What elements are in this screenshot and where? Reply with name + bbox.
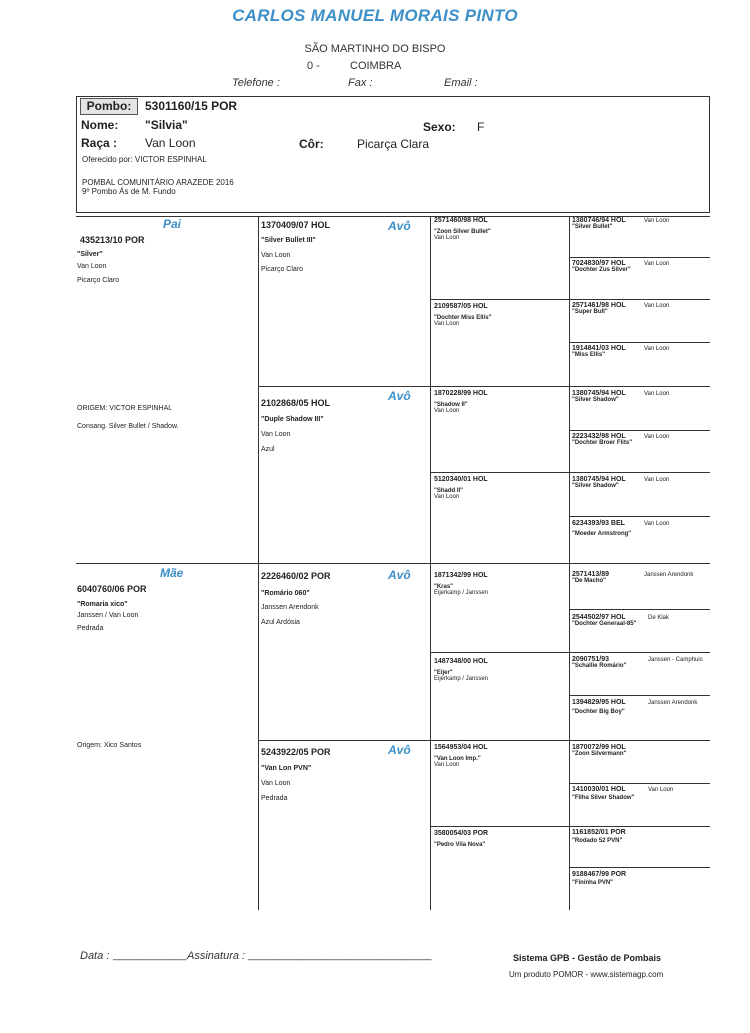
gp2-color: Azul <box>261 446 275 453</box>
mae-label: Mãe <box>160 566 184 580</box>
gggp-breed: Janssen - Camphuis <box>648 657 703 663</box>
cor-label: Côr: <box>299 137 324 151</box>
gggp-name: "Dochter Generaal-85" <box>572 621 637 627</box>
pai-consang: Consang. Silver Bullet / Shadow. <box>77 423 179 430</box>
gggp-ring: 1380745/94 HOL <box>572 476 626 483</box>
gp3-ring: 2226460/02 POR <box>261 571 331 581</box>
offered-by: Oferecido por: VICTOR ESPINHAL <box>82 155 207 164</box>
data-signature-line[interactable]: ____________ <box>113 949 187 961</box>
owner-name: CARLOS MANUEL MORAIS PINTO <box>232 6 518 25</box>
gggp-ring: 1914841/03 HOL <box>572 345 626 352</box>
gggp-name: "Moeder Armstrong" <box>572 531 632 537</box>
grid-line <box>569 609 710 610</box>
ggp-breed: Eijerkamp / Janssen <box>434 590 489 596</box>
assinatura-signature-line[interactable]: ______________________________ <box>248 949 432 961</box>
ggp-name: "Van Loon Imp." <box>434 756 481 762</box>
ggp-breed: Van Loon <box>434 762 460 768</box>
gggp-cell <box>572 520 708 537</box>
gp2-ring: 2102868/05 HOL <box>261 398 331 408</box>
gggp-cell <box>572 829 708 844</box>
gp1-breed: Van Loon <box>261 252 291 259</box>
fax-label: Fax : <box>348 77 373 89</box>
gggp-cell <box>572 744 708 757</box>
avo-label: Avô <box>388 743 411 757</box>
mae-name: "Romaria xico" <box>77 601 128 608</box>
ggp-breed: Van Loon <box>434 494 460 500</box>
grid-line <box>258 216 259 910</box>
grid-line <box>569 257 710 258</box>
mae-ring: 6040760/06 POR <box>77 584 147 594</box>
gggp-breed: Van Loon <box>644 218 670 224</box>
grid-line <box>76 563 710 564</box>
grid-line <box>569 695 710 696</box>
ggp-name: "Pedro Vila Nova" <box>434 842 486 848</box>
gggp-breed: Van Loon <box>644 521 670 527</box>
gggp-cell <box>572 699 708 715</box>
grid-line <box>569 783 710 784</box>
gggp-name: "Miss Ellis" <box>572 352 606 358</box>
ggp-ring: 5120340/01 HOL <box>434 476 488 483</box>
gggp-cell <box>572 786 708 801</box>
gggp-cell <box>572 656 708 669</box>
gggp-ring: 1380745/94 HOL <box>572 390 626 397</box>
gggp-name: "Silver Shadow" <box>572 397 619 403</box>
gp4-breed: Van Loon <box>261 780 291 787</box>
bird-name: "Silvia" <box>145 118 188 132</box>
gggp-name: "Zoon Silvermann" <box>572 751 627 757</box>
gggp-cell <box>572 390 708 403</box>
gggp-breed: Van Loon <box>644 261 670 267</box>
gggp-cell <box>572 871 708 886</box>
gggp-breed: Janssen Arendonk <box>644 572 694 578</box>
ggp-name: "Eijer" <box>434 670 453 676</box>
gp1-name: "Silver Bullet III" <box>261 237 316 244</box>
ggp-name: "Shadow II" <box>434 402 468 408</box>
ggp-ring: 2109587/05 HOL <box>434 303 488 310</box>
mae-breed: Janssen / Van Loon <box>77 612 139 619</box>
ggp-ring: 2571460/98 HOL <box>434 217 488 224</box>
pai-name: "Silver" <box>77 251 103 258</box>
raca-label: Raça : <box>81 136 118 150</box>
pai-breed: Van Loon <box>77 263 107 270</box>
gggp-ring: 7024830/97 HOL <box>572 260 626 267</box>
gggp-cell <box>572 614 708 627</box>
gggp-name: "Dochter Big Boy" <box>572 709 625 715</box>
pai-ring: 435213/10 POR <box>80 235 145 245</box>
bird-sex: F <box>477 120 485 134</box>
gggp-name: "Super Bull" <box>572 309 608 315</box>
postal-code: 0 - <box>307 60 320 72</box>
grid-line <box>569 516 710 517</box>
gggp-name: "Silver Bullet" <box>572 224 613 230</box>
ggp-ring: 3580054/03 POR <box>434 830 489 837</box>
pombo-label: Pombo: <box>80 98 138 115</box>
email-label: Email : <box>444 77 478 89</box>
gggp-ring: 1394829/95 HOL <box>572 699 626 706</box>
telefone-label: Telefone : <box>232 77 280 89</box>
gggp-ring: 2544502/97 HOL <box>572 614 626 621</box>
bird-note-1: POMBAL COMUNITÁRIO ARAZEDE 2016 <box>82 178 234 187</box>
ggp-ring: 1487348/00 HOL <box>434 658 488 665</box>
ggp-cell <box>434 744 488 768</box>
ggp-ring: 1871342/99 HOL <box>434 572 488 579</box>
mae-origin: Origem: Xico Santos <box>77 742 142 749</box>
gggp-breed: Van Loon <box>644 477 670 483</box>
gggp-breed: De Klak <box>648 615 670 621</box>
gp1-color: Picarço Claro <box>261 266 304 273</box>
pai-origin: ORIGEM: VICTOR ESPINHAL <box>77 405 173 412</box>
locality: SÃO MARTINHO DO BISPO <box>304 43 446 55</box>
gggp-breed: Van Loon <box>644 346 670 352</box>
ggp-cell <box>434 572 488 596</box>
gggp-name: "Schallie Romário" <box>572 663 627 669</box>
ggp-ring: 1564953/04 HOL <box>434 744 488 751</box>
gggp-cell <box>572 217 708 230</box>
ggp-breed: Eijerkamp / Janssen <box>434 676 489 682</box>
ggp-name: "Kras" <box>434 584 454 590</box>
gggp-name: "Rodado 52 PVN" <box>572 838 623 844</box>
gp2-name: "Duple Shadow III" <box>261 416 324 423</box>
gp3-name: "Romário 060" <box>261 590 310 597</box>
gggp-cell <box>572 433 708 446</box>
grid-line <box>258 740 710 741</box>
ggp-name: "Zoon Silver Bullet" <box>434 229 491 235</box>
grid-line <box>569 342 710 343</box>
ggp-cell <box>434 303 491 327</box>
ggp-breed: Van Loon <box>434 235 460 241</box>
grid-line <box>569 430 710 431</box>
gp4-name: "Van Lon PVN" <box>261 765 312 772</box>
gp3-color: Azul Ardósia <box>261 619 300 626</box>
gggp-ring: 9188467/99 POR <box>572 871 627 878</box>
grid-line <box>430 216 431 910</box>
city: COIMBRA <box>350 60 402 72</box>
ggp-cell <box>434 830 488 848</box>
gggp-cell <box>572 260 708 273</box>
gggp-ring: 2571413/89 <box>572 571 609 578</box>
gp4-color: Pedrada <box>261 795 288 802</box>
gggp-cell <box>572 302 708 315</box>
gggp-name: "Filha Silver Shadow" <box>572 795 635 801</box>
ggp-breed: Van Loon <box>434 408 460 414</box>
gggp-ring: 6234393/93 BEL <box>572 520 625 527</box>
gggp-name: "Dochter Broer Flits" <box>572 440 633 446</box>
sexo-label: Sexo: <box>423 120 456 134</box>
ggp-cell <box>434 390 488 414</box>
gggp-breed: Van Loon <box>644 391 670 397</box>
gggp-name: "Dochter Zus Silver" <box>572 267 631 273</box>
gggp-breed: Van Loon <box>648 787 674 793</box>
ggp-cell <box>434 476 488 500</box>
gggp-name: "Fininha PVN" <box>572 880 614 886</box>
gggp-cell <box>572 571 708 584</box>
gp3-breed: Janssen Arendonk <box>261 604 319 611</box>
gggp-ring: 1870072/99 HOL <box>572 744 626 751</box>
gggp-breed: Van Loon <box>644 434 670 440</box>
ggp-cell <box>434 658 488 682</box>
mae-color: Pedrada <box>77 625 104 632</box>
nome-label: Nome: <box>81 118 119 132</box>
gggp-name: "De Macho" <box>572 578 607 584</box>
grid-line <box>569 867 710 868</box>
gp4-ring: 5243922/05 POR <box>261 747 331 757</box>
gggp-name: "Silver Shadow" <box>572 483 619 489</box>
product-credit: Um produto POMOR - www.sistemagp.com <box>509 970 664 979</box>
avo-label: Avô <box>388 568 411 582</box>
grid-line <box>430 472 710 473</box>
gggp-ring: 1380746/94 HOL <box>572 217 626 224</box>
gggp-ring: 1161852/01 POR <box>572 829 626 836</box>
ggp-name: "Shadd II" <box>434 488 464 494</box>
pai-color: Picarço Claro <box>77 277 120 284</box>
ggp-name: "Dochter Miss Ellis" <box>434 315 492 321</box>
gggp-breed: Van Loon <box>644 303 670 309</box>
grid-line <box>258 386 710 387</box>
pai-label: Pai <box>163 217 182 231</box>
gggp-ring: 2090751/93 <box>572 656 609 663</box>
bird-color: Picarça Clara <box>357 137 430 151</box>
gp2-breed: Van Loon <box>261 431 291 438</box>
system-name: Sistema GPB - Gestão de Pombais <box>513 953 662 963</box>
assinatura-label: Assinatura : <box>187 950 246 962</box>
gggp-breed: Janssen Arendonk <box>648 700 698 706</box>
gggp-ring: 2223432/98 HOL <box>572 433 626 440</box>
bird-note-2: 9º Pombo Ás de M. Fundo <box>82 187 176 196</box>
bird-ring: 5301160/15 POR <box>145 99 238 113</box>
data-label: Data : <box>80 950 110 962</box>
grid-line <box>569 216 570 910</box>
gggp-cell <box>572 345 708 358</box>
gggp-ring: 2571461/98 HOL <box>572 302 626 309</box>
ggp-breed: Van Loon <box>434 321 460 327</box>
grid-line <box>430 826 710 827</box>
grid-line <box>430 299 710 300</box>
avo-label: Avô <box>388 389 411 403</box>
ggp-ring: 1870228/99 HOL <box>434 390 488 397</box>
gp1-ring: 1370409/07 HOL <box>261 220 331 230</box>
bird-breed: Van Loon <box>145 136 196 150</box>
avo-label: Avô <box>388 219 411 233</box>
gggp-cell <box>572 476 708 489</box>
ggp-cell <box>434 217 491 241</box>
grid-line <box>430 652 710 653</box>
gggp-ring: 1410030/01 HOL <box>572 786 626 793</box>
